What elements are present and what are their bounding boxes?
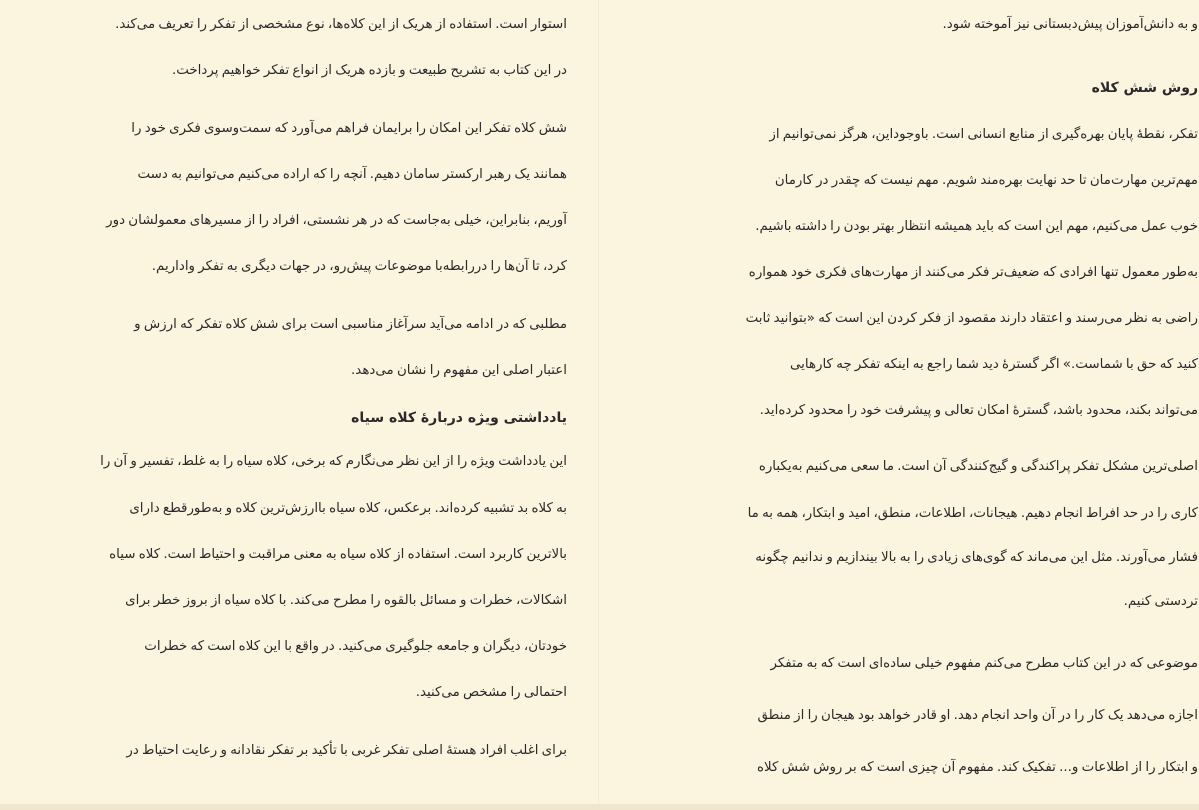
- text-line: شش کلاه تفکر این امکان را برایمان فراهم می‌آورد که سمت‌وسوی فکری خود را: [131, 121, 567, 136]
- text-line: اعتبار اصلی این مفهوم را نشان می‌دهد.: [351, 363, 567, 378]
- text-line: می‌تواند بکند، محدود باشد، گسترهٔ امکان تعالی و پیشرفت خود را محدود کرده‌اید.: [759, 403, 1198, 418]
- text-line: راضی به نظر می‌رسند و اعتقاد دارند مقصود از فکر کردن این است که «بتوانید ثابت: [745, 311, 1198, 326]
- text-line: مطلبی که در ادامه می‌آید سرآغاز مناسبی است برای شش کلاه تفکر که ارزش و: [134, 317, 567, 332]
- text-line: کنید که حق با شماست.» اگر گسترهٔ دید شما راجع به اینکه تفکر چه کارهایی: [789, 357, 1198, 372]
- text-line: همانند یک رهبر ارکستر سامان دهیم. آنچه را که اراده می‌کنیم می‌توانیم به دست: [137, 167, 567, 182]
- text-line: کاری را در حد افراط انجام دهیم. هیجانات، اطلاعات، منطق، امید و ابتکار، همه به ما: [747, 506, 1198, 521]
- text-line: احتمالی را مشخص می‌کنید.: [415, 685, 567, 700]
- page-bottom-edge: [0, 804, 1199, 810]
- paragraph: [31, 728, 567, 774]
- paragraph: [31, 2, 567, 94]
- section-heading-black-hat: یادداشتی ویژه دربارهٔ کلاه سیاه: [351, 410, 567, 426]
- text-line: مهم‌ترین مهارت‌مان تا حد نهایت بهره‌مند شویم. مهم نیست که چقدر در کارمان: [774, 173, 1198, 188]
- text-line: اصلی‌ترین مشکل تفکر پراکندگی و گیج‌کنندگی آن است. ما سعی می‌کنیم به‌یکباره: [758, 459, 1198, 474]
- text-line: و ابتکار را از اطلاعات و... تفکیک کند. مفهوم آن چیزی است که بر روش شش کلاه: [756, 760, 1198, 775]
- paragraph: [31, 302, 567, 394]
- text-line: این یادداشت ویژه را از این نظر می‌نگارم که برخی، کلاه سیاه را به غلط، تفسیر و آن را: [100, 454, 567, 469]
- paragraph: [632, 112, 1198, 434]
- text-line: آوریم، بنابراین، خیلی به‌جاست که در هر نشستی، افراد را از مسیرهای معمولشان دور: [106, 213, 567, 228]
- text-line: به‌طور معمول تنها افرادی که ضعیف‌تر فکر می‌کنند از مهارت‌های فکری خود همواره: [748, 265, 1198, 280]
- right-column: [632, 0, 1198, 794]
- text-line: استوار است. استفاده از هریک از این کلاه‌ها، نوع مشخصی از تفکر را تعریف می‌کند.: [115, 17, 567, 32]
- paragraph: [31, 106, 567, 290]
- paragraph: [632, 442, 1198, 624]
- text-line: برای اغلب افراد هستهٔ اصلی تفکر غربی با تأکید بر تفکر نقادانه و رعایت احتیاط در: [126, 743, 567, 758]
- text-line: فشار می‌آورند. مثل این می‌ماند که گوی‌های زیادی را به بالا بیندازیم و ندانیم چگونه: [755, 550, 1198, 565]
- paragraph: [632, 638, 1198, 794]
- left-column: [31, 0, 567, 774]
- text-line: به کلاه بد تشبیه کرده‌اند. برعکس، کلاه سیاه باارزش‌ترین کلاه و به‌طورقطع دارای: [129, 501, 567, 516]
- text-line: در این کتاب به تشریح طبیعت و بازده هریک از انواع تفکر خواهیم پرداخت.: [171, 63, 567, 78]
- text-line: تفکر، نقطهٔ پایان بهره‌گیری از منابع انسانی است. باوجوداین، هرگز نمی‌توانیم از: [769, 127, 1198, 142]
- page-gutter: [598, 0, 599, 810]
- text-line: موضوعی که در این کتاب مطرح می‌کنم مفهوم خیلی ساده‌ای است که به متفکر: [770, 656, 1198, 671]
- paragraph: [31, 438, 567, 716]
- text-line: بالاترین کاربرد است. استفاده از کلاه سیاه به معنی مراقبت و احتیاط است. کلاه سیاه: [109, 547, 567, 562]
- text-line: اجازه می‌دهد یک کار را در آن واحد انجام دهد. او قادر خواهد بود هیجان را از منطق: [757, 708, 1198, 723]
- section-heading-six-hats: روش شش کلاه: [1091, 80, 1198, 96]
- text-line: خودتان، دیگران و جامعه جلوگیری می‌کنید. در واقع با این کلاه است که خطرات: [144, 639, 567, 654]
- text-line: کرد، تا آن‌ها را دررابطه‌با موضوعات پیش‌رو، در جهات دیگری به تفکر واداریم.: [151, 259, 567, 274]
- text-line: خوب عمل می‌کنیم، مهم این است که باید همیشه انتظار بهتر بودن را داشته باشیم.: [755, 219, 1198, 234]
- intro-line: و به دانش‌آموزان پیش‌دبستانی نیز آموخته شود.: [942, 17, 1198, 32]
- text-line: تردستی کنیم.: [1123, 594, 1198, 609]
- text-line: اشکالات، خطرات و مسائل بالقوه را مطرح می‌کند. با کلاه سیاه از بروز خطر برای: [125, 593, 567, 608]
